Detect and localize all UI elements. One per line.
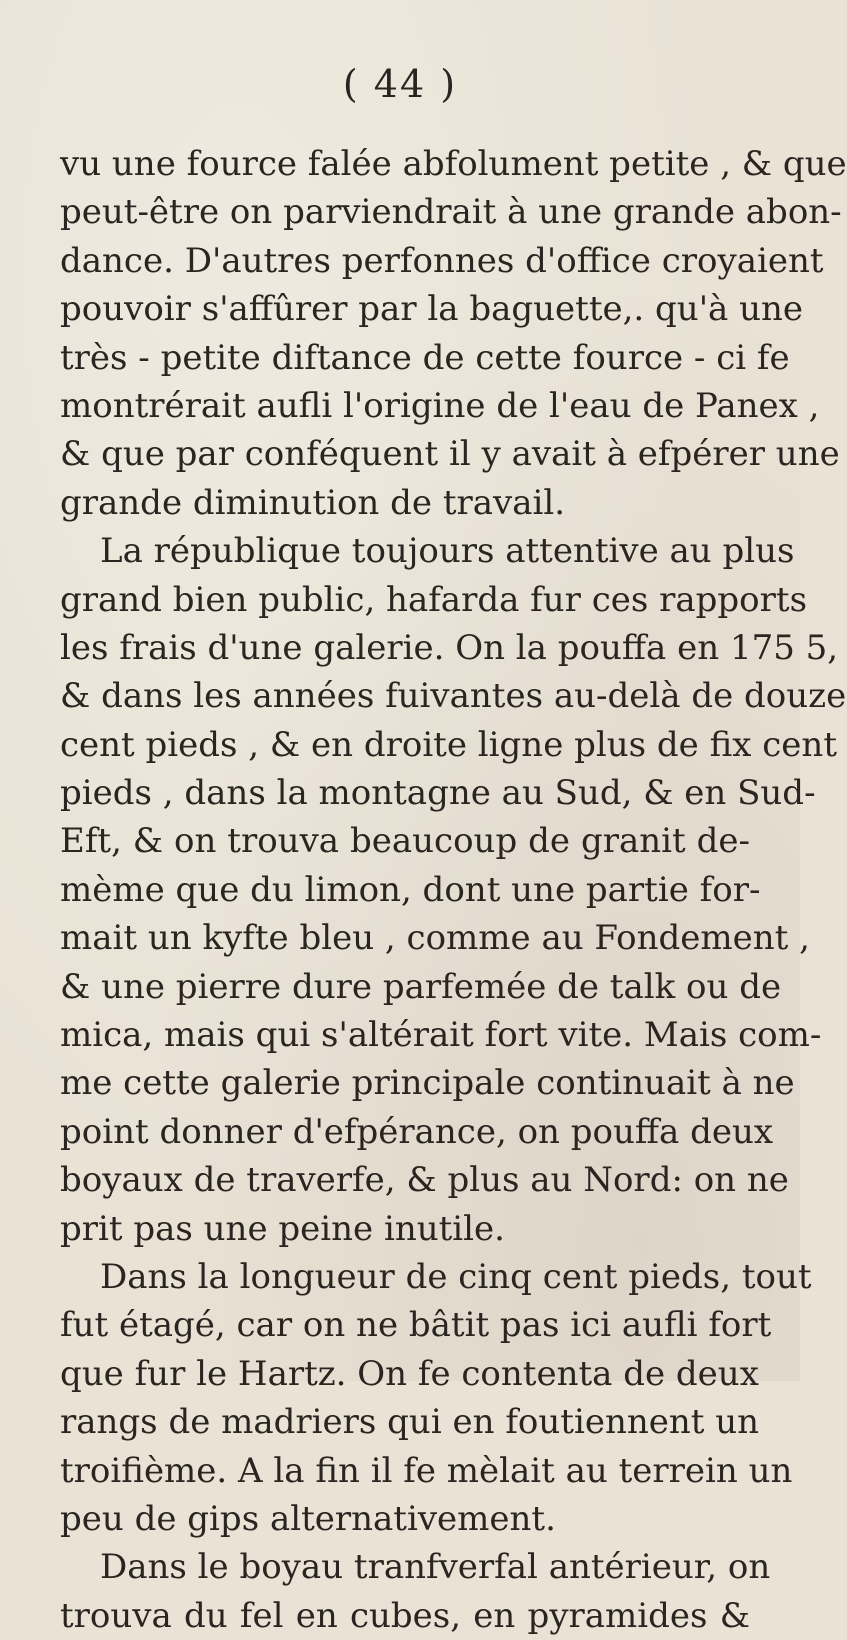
- text-line: Eft, & on trouva beaucoup de granit de-: [60, 821, 750, 862]
- text-line: mait un kyfte bleu , comme au Fondement ,: [60, 918, 810, 959]
- page-number: ( 44 ): [342, 62, 458, 106]
- text-line: & dans les années fuivantes au-delà de douze: [60, 676, 847, 717]
- paragraph-start-line: Dans le boyau tranfverfal antérieur, on: [100, 1547, 771, 1588]
- text-line: les frais d'une galerie. On la pouffa en 175 5,: [60, 627, 839, 668]
- text-line: peut-être on parviendrait à une grande abon-: [60, 192, 842, 233]
- text-line: mica, mais qui s'altérait fort vite. Mais com-: [60, 1015, 822, 1056]
- text-line: point donner d'efpérance, on pouffa deux: [60, 1111, 774, 1152]
- text-line: rangs de madriers qui en foutiennent un: [60, 1402, 760, 1443]
- text-line: me cette galerie principale continuait à ne: [60, 1063, 795, 1104]
- text-line: & que par conféquent il y avait à efpérer une: [60, 434, 840, 475]
- paragraph-start-line: La république toujours attentive au plus: [100, 531, 795, 572]
- paragraph-start-line: Dans la longueur de cinq cent pieds, tout: [100, 1256, 812, 1297]
- text-line: que fur le Hartz. On fe contenta de deux: [60, 1353, 759, 1394]
- text-line: boyaux de traverfe, & plus au Nord: on ne: [60, 1160, 789, 1201]
- text-line: fut étagé, car on ne bâtit pas ici aufli fort: [60, 1305, 772, 1346]
- text-line: grand bien public, hafarda fur ces rapports: [60, 579, 808, 620]
- text-line: pouvoir s'affûrer par la baguette,. qu'à une: [60, 289, 804, 330]
- text-line: trouva du fel en cubes, en pyramides &: [60, 1595, 750, 1636]
- text-line: vu une fource falée abfolument petite , & que: [60, 144, 847, 184]
- body-text: [60, 140, 847, 1640]
- text-line: très - petite diftance de cette fource - ci fe: [60, 337, 790, 378]
- text-line: grande diminution de travail.: [60, 482, 566, 523]
- text-line: troifième. A la fin il fe mèlait au terrein un: [60, 1450, 793, 1491]
- text-line: mème que du limon, dont une partie for-: [60, 869, 761, 910]
- text-line: montrérait aufli l'origine de l'eau de Panex ,: [60, 385, 820, 426]
- text-line: & une pierre dure parfemée de talk ou de: [60, 966, 782, 1007]
- text-line: dance. D'autres perfonnes d'office croyaient: [60, 240, 824, 281]
- text-line: pieds , dans la montagne au Sud, & en Sud-: [60, 773, 816, 814]
- text-line: peu de gips alternativement.: [60, 1498, 556, 1539]
- text-line: cent pieds , & en droite ligne plus de fix cent: [60, 724, 837, 765]
- text-line: prit pas une peine inutile.: [60, 1208, 505, 1249]
